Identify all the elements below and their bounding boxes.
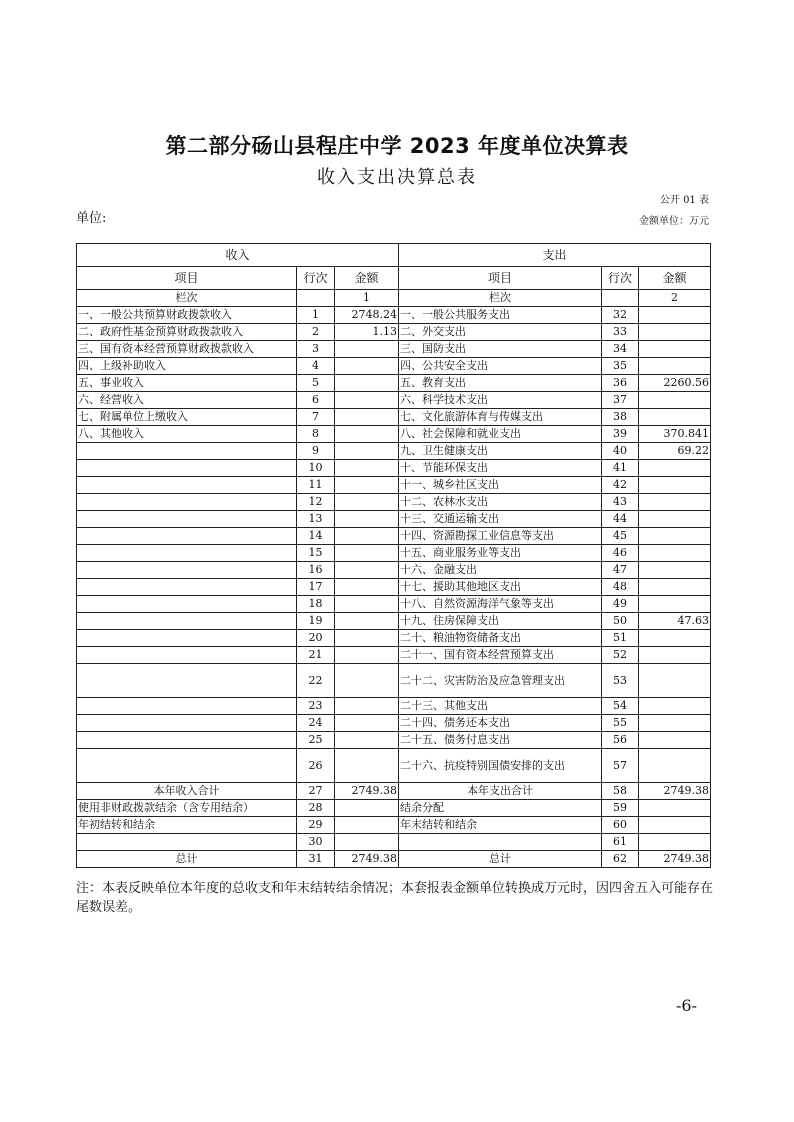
expense-amount-cell [639, 647, 711, 664]
expense-amount-cell [639, 562, 711, 579]
table-row [77, 783, 711, 800]
expense-amount-cell [639, 749, 711, 783]
expense-amount-cell [639, 732, 711, 749]
income-line-cell: 5 [297, 375, 335, 392]
table-row [77, 579, 711, 596]
income-amount-cell: 1.13 [335, 324, 399, 341]
income-amount-cell [335, 613, 399, 630]
income-item-cell: 年初结转和结余 [77, 817, 297, 834]
income-amount-cell [335, 647, 399, 664]
expense-item-cell: 五、教育支出 [399, 375, 602, 392]
income-line-cell: 10 [297, 460, 335, 477]
income-item-cell: 一、一般公共预算财政拨款收入 [77, 307, 297, 324]
income-item-cell: 总计 [77, 851, 297, 868]
income-item-cell [77, 579, 297, 596]
table-row [77, 715, 711, 732]
expense-line-cell: 56 [602, 732, 639, 749]
table-row [77, 596, 711, 613]
expense-line-cell: 51 [602, 630, 639, 647]
table-row [77, 613, 711, 630]
expense-item-cell: 本年支出合计 [399, 783, 602, 800]
table-row [77, 341, 711, 358]
expense-line-cell: 36 [602, 375, 639, 392]
income-line-cell: 18 [297, 596, 335, 613]
expense-amount-header: 金额 [639, 267, 711, 290]
table-row [77, 426, 711, 443]
income-item-cell [77, 647, 297, 664]
income-line-cell: 31 [297, 851, 335, 868]
income-line-cell: 26 [297, 749, 335, 783]
income-amount-cell [335, 579, 399, 596]
expense-line-cell: 35 [602, 358, 639, 375]
expense-item-cell: 结余分配 [399, 800, 602, 817]
expense-amount-cell: 47.63 [639, 613, 711, 630]
income-amount-cell [335, 426, 399, 443]
income-amount-cell [335, 630, 399, 647]
expense-line-cell: 53 [602, 664, 639, 698]
income-line-cell: 1 [297, 307, 335, 324]
income-item-cell [77, 834, 297, 851]
income-line-header: 行次 [297, 267, 335, 290]
income-line-cell: 17 [297, 579, 335, 596]
expense-amount-cell [639, 528, 711, 545]
expense-item-header: 项目 [399, 267, 602, 290]
income-amount-cell [335, 528, 399, 545]
expense-line-cell: 57 [602, 749, 639, 783]
expense-item-cell: 七、文化旅游体育与传媒支出 [399, 409, 602, 426]
income-amount-cell [335, 562, 399, 579]
income-amount-cell: 2749.38 [335, 783, 399, 800]
table-row [77, 545, 711, 562]
unit-label: 单位: [76, 211, 107, 226]
income-item-cell [77, 613, 297, 630]
expense-amount-cell: 370.841 [639, 426, 711, 443]
income-line-cell: 7 [297, 409, 335, 426]
income-line-cell: 8 [297, 426, 335, 443]
table-row [77, 358, 711, 375]
income-column-label: 栏次 [77, 290, 297, 307]
expense-amount-cell [639, 409, 711, 426]
income-line-cell: 14 [297, 528, 335, 545]
income-item-cell: 八、其他收入 [77, 426, 297, 443]
income-line-cell: 2 [297, 324, 335, 341]
income-line-cell: 30 [297, 834, 335, 851]
income-amount-cell [335, 409, 399, 426]
expense-line-cell: 42 [602, 477, 639, 494]
table-row [77, 392, 711, 409]
expense-line-cell: 62 [602, 851, 639, 868]
table-subtitle: 收入支出决算总表 [317, 167, 477, 188]
income-line-cell: 25 [297, 732, 335, 749]
income-item-header: 项目 [77, 267, 297, 290]
income-amount-cell: 2748.24 [335, 307, 399, 324]
expense-amount-cell [639, 341, 711, 358]
expense-amount-cell [639, 596, 711, 613]
income-line-cell: 19 [297, 613, 335, 630]
income-line-cell: 28 [297, 800, 335, 817]
expense-line-cell: 58 [602, 783, 639, 800]
income-line-cell: 12 [297, 494, 335, 511]
expense-amount-cell: 69.22 [639, 443, 711, 460]
expense-line-cell: 43 [602, 494, 639, 511]
expense-amount-cell: 2749.38 [639, 783, 711, 800]
income-amount-cell [335, 732, 399, 749]
expense-line-cell: 44 [602, 511, 639, 528]
income-line-cell: 21 [297, 647, 335, 664]
income-line-cell: 6 [297, 392, 335, 409]
expense-item-cell: 十八、自然资源海洋气象等支出 [399, 596, 602, 613]
income-amount-cell [335, 698, 399, 715]
expense-column-label: 栏次 [399, 290, 602, 307]
income-item-cell: 本年收入合计 [77, 783, 297, 800]
expense-item-cell: 四、公共安全支出 [399, 358, 602, 375]
income-line-cell: 3 [297, 341, 335, 358]
income-line-cell: 24 [297, 715, 335, 732]
column-number-row [77, 290, 711, 307]
income-line-cell: 27 [297, 783, 335, 800]
expense-item-cell: 二十三、其他支出 [399, 698, 602, 715]
expense-amount-cell [639, 392, 711, 409]
income-amount-cell [335, 443, 399, 460]
expense-item-cell: 六、科学技术支出 [399, 392, 602, 409]
footnote: 注：本表反映单位本年度的总收支和年末结转结余情况；本套报表金额单位转换成万元时，因四舍五入可能存在尾数误差。 [76, 881, 714, 915]
table-row [77, 409, 711, 426]
expense-amount-cell [639, 494, 711, 511]
income-line-cell: 4 [297, 358, 335, 375]
income-amount-cell [335, 834, 399, 851]
blank-cell [602, 290, 639, 307]
expense-item-cell: 一、一般公共服务支出 [399, 307, 602, 324]
income-line-cell: 20 [297, 630, 335, 647]
table-row [77, 834, 711, 851]
income-amount-cell [335, 375, 399, 392]
table-row [77, 664, 711, 698]
table-row [77, 375, 711, 392]
income-amount-cell [335, 715, 399, 732]
expense-amount-cell [639, 477, 711, 494]
document-title: 第二部分砀山县程庄中学 2023 年度单位决算表 [165, 134, 629, 158]
expense-amount-cell [639, 579, 711, 596]
expense-line-cell: 49 [602, 596, 639, 613]
table-row [77, 647, 711, 664]
income-amount-cell [335, 511, 399, 528]
income-item-cell [77, 528, 297, 545]
income-item-cell [77, 443, 297, 460]
income-line-cell: 15 [297, 545, 335, 562]
table-row [77, 324, 711, 341]
expense-item-cell: 二、外交支出 [399, 324, 602, 341]
table-row [77, 460, 711, 477]
expense-amount-cell [639, 630, 711, 647]
expense-item-cell: 年末结转和结余 [399, 817, 602, 834]
income-item-cell [77, 664, 297, 698]
expense-line-cell: 33 [602, 324, 639, 341]
income-item-cell [77, 715, 297, 732]
income-item-cell: 二、政府性基金预算财政拨款收入 [77, 324, 297, 341]
expense-item-cell: 二十五、债务付息支出 [399, 732, 602, 749]
expense-item-cell: 三、国防支出 [399, 341, 602, 358]
income-amount-cell [335, 596, 399, 613]
expense-item-cell [399, 834, 602, 851]
income-column-number: 1 [335, 290, 399, 307]
table-row [77, 511, 711, 528]
section-header-row [77, 244, 711, 267]
income-item-cell: 五、事业收入 [77, 375, 297, 392]
income-line-cell: 23 [297, 698, 335, 715]
income-item-cell [77, 494, 297, 511]
expense-item-cell: 十二、农林水支出 [399, 494, 602, 511]
income-item-cell: 七、附属单位上缴收入 [77, 409, 297, 426]
expense-item-cell: 十四、资源勘探工业信息等支出 [399, 528, 602, 545]
income-line-cell: 29 [297, 817, 335, 834]
income-amount-cell [335, 749, 399, 783]
expense-amount-cell [639, 698, 711, 715]
expense-item-cell: 总计 [399, 851, 602, 868]
expense-item-cell: 二十、粮油物资储备支出 [399, 630, 602, 647]
table-row [77, 443, 711, 460]
income-item-cell [77, 698, 297, 715]
income-item-cell [77, 477, 297, 494]
income-amount-cell [335, 392, 399, 409]
table-row [77, 630, 711, 647]
expense-item-cell: 十七、援助其他地区支出 [399, 579, 602, 596]
blank-cell [297, 290, 335, 307]
table-row [77, 307, 711, 324]
expense-header: 支出 [399, 244, 711, 267]
table-row [77, 800, 711, 817]
expense-amount-cell [639, 664, 711, 698]
expense-amount-cell [639, 545, 711, 562]
expense-item-cell: 十六、金融支出 [399, 562, 602, 579]
income-header: 收入 [77, 244, 399, 267]
expense-line-cell: 54 [602, 698, 639, 715]
expense-line-cell: 47 [602, 562, 639, 579]
expense-line-cell: 48 [602, 579, 639, 596]
expense-item-cell: 十、节能环保支出 [399, 460, 602, 477]
income-item-cell [77, 511, 297, 528]
expense-line-cell: 38 [602, 409, 639, 426]
table-row [77, 528, 711, 545]
income-item-cell [77, 562, 297, 579]
form-number: 公开 01 表 [659, 195, 709, 206]
table-row [77, 732, 711, 749]
income-item-cell [77, 596, 297, 613]
expense-item-cell: 十一、城乡社区支出 [399, 477, 602, 494]
table-row [77, 851, 711, 868]
expense-line-cell: 61 [602, 834, 639, 851]
income-item-cell: 六、经营收入 [77, 392, 297, 409]
table-row [77, 698, 711, 715]
table-row [77, 494, 711, 511]
expense-item-cell: 二十四、债务还本支出 [399, 715, 602, 732]
expense-item-cell: 二十一、国有资本经营预算支出 [399, 647, 602, 664]
income-item-cell [77, 630, 297, 647]
table-row [77, 477, 711, 494]
expense-amount-cell: 2749.38 [639, 851, 711, 868]
income-amount-cell [335, 817, 399, 834]
expense-amount-cell [639, 358, 711, 375]
expense-amount-cell [639, 715, 711, 732]
income-amount-cell [335, 800, 399, 817]
expense-item-cell: 二十六、抗疫特别国债安排的支出 [399, 749, 602, 783]
expense-item-cell: 十五、商业服务业等支出 [399, 545, 602, 562]
expense-amount-cell [639, 460, 711, 477]
income-item-cell: 四、上级补助收入 [77, 358, 297, 375]
page-number: -6- [676, 996, 697, 1015]
income-amount-cell [335, 477, 399, 494]
table-row [77, 817, 711, 834]
income-amount-cell [335, 664, 399, 698]
expense-line-cell: 60 [602, 817, 639, 834]
income-amount-header: 金额 [335, 267, 399, 290]
expense-line-cell: 59 [602, 800, 639, 817]
expense-amount-cell [639, 511, 711, 528]
income-item-cell [77, 749, 297, 783]
expense-line-cell: 41 [602, 460, 639, 477]
income-item-cell: 三、国有资本经营预算财政拨款收入 [77, 341, 297, 358]
amount-unit: 金额单位：万元 [639, 216, 709, 227]
expense-line-cell: 46 [602, 545, 639, 562]
income-amount-cell [335, 341, 399, 358]
income-line-cell: 11 [297, 477, 335, 494]
income-line-cell: 13 [297, 511, 335, 528]
income-amount-cell [335, 545, 399, 562]
income-line-cell: 9 [297, 443, 335, 460]
expense-line-cell: 37 [602, 392, 639, 409]
expense-item-cell: 十九、住房保障支出 [399, 613, 602, 630]
income-item-cell [77, 545, 297, 562]
income-amount-cell [335, 494, 399, 511]
expense-item-cell: 十三、交通运输支出 [399, 511, 602, 528]
expense-amount-cell [639, 307, 711, 324]
income-expense-table [76, 243, 711, 868]
expense-line-cell: 52 [602, 647, 639, 664]
expense-line-cell: 34 [602, 341, 639, 358]
income-line-cell: 22 [297, 664, 335, 698]
expense-amount-cell [639, 817, 711, 834]
expense-line-cell: 32 [602, 307, 639, 324]
expense-line-cell: 39 [602, 426, 639, 443]
income-line-cell: 16 [297, 562, 335, 579]
table-row [77, 749, 711, 783]
income-item-cell: 使用非财政拨款结余（含专用结余） [77, 800, 297, 817]
expense-item-cell: 九、卫生健康支出 [399, 443, 602, 460]
table-row [77, 562, 711, 579]
expense-line-header: 行次 [602, 267, 639, 290]
income-item-cell [77, 732, 297, 749]
expense-item-cell: 二十二、灾害防治及应急管理支出 [399, 664, 602, 698]
expense-amount-cell: 2260.56 [639, 375, 711, 392]
column-header-row [77, 267, 711, 290]
expense-line-cell: 40 [602, 443, 639, 460]
expense-line-cell: 55 [602, 715, 639, 732]
expense-amount-cell [639, 834, 711, 851]
expense-amount-cell [639, 800, 711, 817]
expense-item-cell: 八、社会保障和就业支出 [399, 426, 602, 443]
income-amount-cell: 2749.38 [335, 851, 399, 868]
expense-column-number: 2 [639, 290, 711, 307]
income-item-cell [77, 460, 297, 477]
expense-line-cell: 50 [602, 613, 639, 630]
income-amount-cell [335, 460, 399, 477]
expense-amount-cell [639, 324, 711, 341]
income-amount-cell [335, 358, 399, 375]
expense-line-cell: 45 [602, 528, 639, 545]
